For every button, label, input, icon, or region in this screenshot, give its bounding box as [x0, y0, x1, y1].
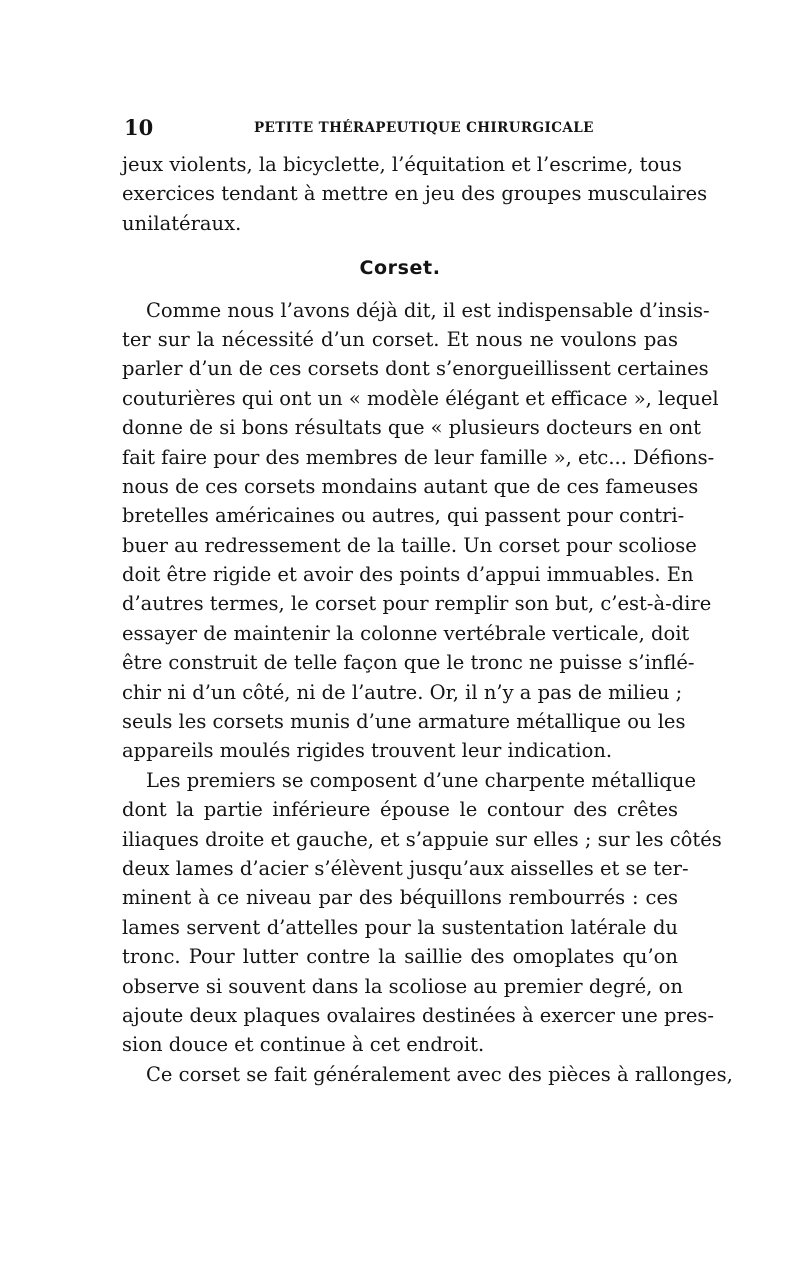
text-line: Les premiers se composent d’une charpente métallique: [146, 768, 696, 792]
text-line: ajoute deux plaques ovalaires destinées à exercer une pres-: [122, 1003, 714, 1027]
text-line: fait faire pour des membres de leur famille », etc... Défions-: [122, 445, 715, 469]
intro-paragraph: [122, 150, 708, 238]
text-line: jeux violents, la bicyclette, l’équitation et l’escrime, tous: [122, 153, 682, 176]
running-head-title: PETITE THÉRAPEUTIQUE CHIRURGICALE: [254, 120, 594, 136]
section-heading: Corset.: [359, 257, 441, 280]
paragraph-metal-frame: [122, 766, 722, 1060]
paragraph-corset-necessity: [122, 296, 719, 766]
text-line: minent à ce niveau par des béquillons rembourrés : ces: [122, 886, 678, 910]
text-line: dont la partie inférieure épouse le contour des crêtes: [122, 798, 678, 822]
paragraph-extensions: [122, 1060, 733, 1089]
text-line: doit être rigide et avoir des points d’appui immuables. En: [122, 563, 694, 587]
text-line: chir ni d’un côté, ni de l’autre. Or, il n’y a pas de milieu ;: [122, 680, 683, 704]
text-line: nous de ces corsets mondains autant que de ces fameuses: [122, 474, 699, 498]
text-line: observe si souvent dans la scoliose au premier degré, on: [122, 974, 683, 998]
text-line: bretelles américaines ou autres, qui passent pour contri-: [122, 504, 685, 528]
text-line: lames servent d’attelles pour la sustentation latérale du: [122, 915, 678, 939]
text-line: tronc. Pour lutter contre la saillie des omoplates qu’on: [122, 945, 678, 969]
text-line: buer au redressement de la taille. Un corset pour scoliose: [122, 533, 697, 557]
page-number: 10: [124, 115, 154, 140]
text-line: ter sur la nécessité d’un corset. Et nous ne voulons pas: [122, 327, 678, 351]
text-line: d’autres termes, le corset pour remplir son but, c’est-à-dire: [122, 592, 712, 616]
text-line: donne de si bons résultats que « plusieurs docteurs en ont: [122, 416, 701, 440]
text-line: essayer de maintenir la colonne vertébrale verticale, doit: [122, 621, 690, 645]
text-line: seuls les corsets munis d’une armature métallique ou les: [122, 710, 686, 734]
running-head: [124, 116, 684, 140]
text-line: iliaques droite et gauche, et s’appuie sur elles ; sur les côtés: [122, 827, 722, 851]
text-line: sion douce et continue à cet endroit.: [122, 1033, 485, 1057]
text-line: Ce corset se fait généralement avec des pièces à rallonges,: [146, 1062, 733, 1086]
text-line: deux lames d’acier s’élèvent jusqu’aux aisselles et se ter-: [122, 856, 689, 880]
text-line: exercices tendant à mettre en jeu des groupes musculaires: [122, 182, 708, 206]
text-line: Comme nous l’avons déjà dit, il est indispensable d’insis-: [146, 298, 710, 322]
text-line: parler d’un de ces corsets dont s’enorgueillissent certaines: [122, 357, 709, 381]
text-line: appareils moulés rigides trouvent leur indication.: [122, 739, 613, 763]
body-text: [122, 150, 733, 1089]
text-line: être construit de telle façon que le tronc ne puisse s’inflé-: [122, 651, 695, 675]
text-line: couturières qui ont un « modèle élégant et efficace », lequel: [122, 386, 719, 410]
text-line: unilatéraux.: [122, 211, 242, 235]
